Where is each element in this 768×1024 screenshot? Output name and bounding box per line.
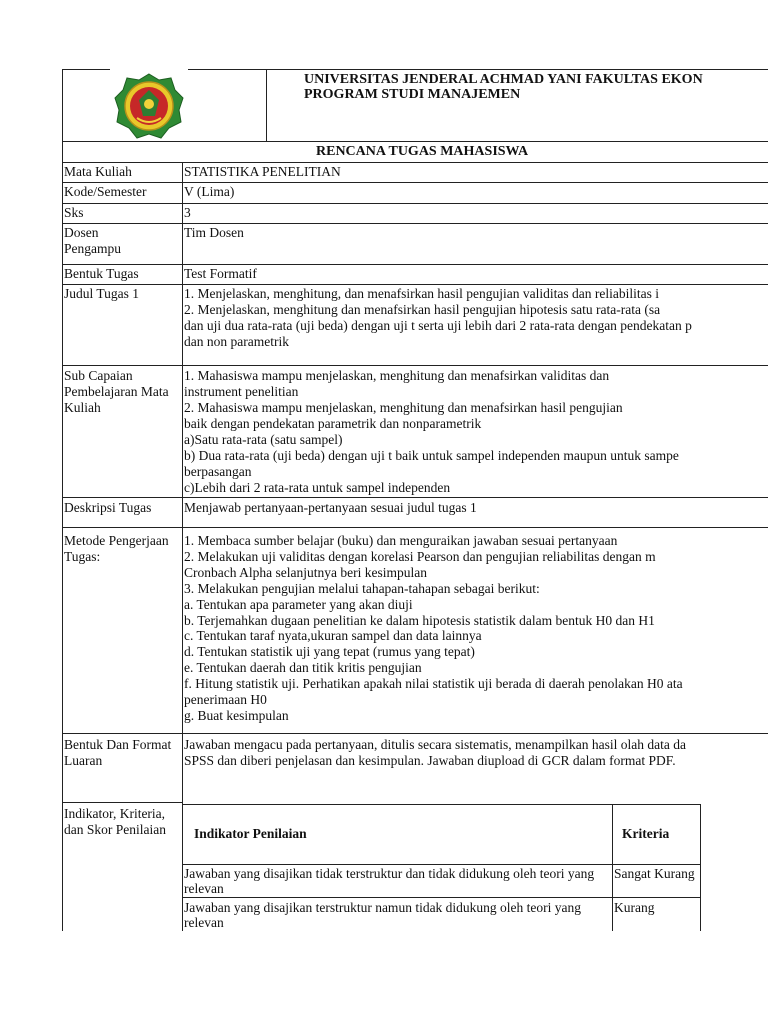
indikator-item-text: Jawaban yang disajikan tidak terstruktur dan tidak didukung oleh teori yang <box>184 866 595 881</box>
judul-tugas-line: dan uji dua rata-rata (uji beda) dengan uji t serta uji lebih dari 2 rata-rata dengan pendekatan p <box>184 318 692 333</box>
indikator-item-kriteria: Kurang <box>614 900 655 915</box>
indikator-column-header: Indikator Penilaian <box>194 826 307 841</box>
sub-capaian-line: berpasangan <box>184 464 252 479</box>
row-border <box>62 365 768 366</box>
metode-line: b. Terjemahkan dugaan penelitian ke dalam hipotesis statistik dalam bentuk H0 dan H1 <box>184 613 655 628</box>
indikator-item-text: relevan <box>184 881 224 896</box>
mata-kuliah-label: Mata Kuliah <box>64 164 132 179</box>
row-border <box>62 802 182 803</box>
inner-table-top <box>182 804 700 805</box>
deskripsi-value: Menjawab pertanyaan-pertanyaan sesuai judul tugas 1 <box>184 500 477 515</box>
metode-label: Metode Pengerjaan <box>64 533 169 548</box>
kode-semester-label: Kode/Semester <box>64 184 147 199</box>
row-border <box>62 203 768 204</box>
bentuk-format-label: Luaran <box>64 753 103 768</box>
sub-capaian-line: baik dengan pendekatan parametrik dan nonparametrik <box>184 416 482 431</box>
title-bottom-border <box>62 162 768 163</box>
metode-line: 3. Melakukan pengujian melalui tahapan-tahapan sebagai berikut: <box>184 581 540 596</box>
bentuk-format-line: Jawaban mengacu pada pertanyaan, ditulis secara sistematis, menampilkan hasil olah data da <box>184 737 686 752</box>
metode-line: Cronbach Alpha selanjutnya beri kesimpulan <box>184 565 427 580</box>
university-name: UNIVERSITAS JENDERAL ACHMAD YANI FAKULTAS EKON <box>304 72 703 87</box>
label-column-border <box>182 162 183 931</box>
row-border <box>62 733 768 734</box>
sub-capaian-line: c)Lebih dari 2 rata-rata untuk sampel independen <box>184 480 451 495</box>
indikator-label: dan Skor Penilaian <box>64 822 166 837</box>
judul-tugas-label: Judul Tugas 1 <box>64 286 140 301</box>
bentuk-tugas-label: Bentuk Tugas <box>64 266 139 281</box>
dosen-value: Tim Dosen <box>184 225 244 240</box>
metode-line: f. Hitung statistik uji. Perhatikan apakah nilai statistik uji berada di daerah penolakan H0 ata <box>184 676 683 691</box>
row-border <box>62 497 768 498</box>
inner-table-row-border <box>182 864 700 865</box>
inner-table-divider <box>612 804 613 931</box>
dosen-label: Dosen <box>64 225 99 240</box>
program-name: PROGRAM STUDI MANAJEMEN <box>304 87 521 102</box>
indikator-item-text: relevan <box>184 915 224 930</box>
university-logo <box>113 72 185 140</box>
judul-tugas-line: 1. Menjelaskan, menghitung, dan menafsirkan hasil pengujian validitas dan reliabilitas i <box>184 286 660 301</box>
mata-kuliah-value: STATISTIKA PENELITIAN <box>184 164 341 179</box>
metode-label: Tugas: <box>64 549 101 564</box>
row-border <box>62 182 768 183</box>
kode-semester-value: V (Lima) <box>184 184 235 199</box>
dosen-label-cont: Pengampu <box>64 241 121 256</box>
metode-line: 2. Melakukan uji validitas dengan korelasi Pearson dan pengujian reliabilitas dengan m <box>184 549 656 564</box>
indikator-item-kriteria: Sangat Kurang <box>614 866 695 881</box>
sub-capaian-line: b) Dua rata-rata (uji beda) dengan uji t baik untuk sampel independen maupun untuk sampe <box>184 448 679 463</box>
sub-capaian-line: instrument penelitian <box>184 384 299 399</box>
sub-capaian-line: a)Satu rata-rata (satu sampel) <box>184 432 343 447</box>
document-title: RENCANA TUGAS MAHASISWA <box>316 144 529 159</box>
deskripsi-label: Deskripsi Tugas <box>64 500 152 515</box>
bentuk-format-line: SPSS dan diberi penjelasan dan kesimpulan. Jawaban diupload di GCR dalam format PDF. <box>184 753 676 768</box>
row-border <box>62 284 768 285</box>
sub-capaian-label: Kuliah <box>64 400 101 415</box>
metode-line: penerimaan H0 <box>184 692 267 707</box>
metode-line: d. Tentukan statistik uji yang tepat (rumus yang tepat) <box>184 644 475 659</box>
sub-capaian-label: Sub Capaian <box>64 368 133 383</box>
row-border <box>62 223 768 224</box>
header-divider <box>266 69 267 141</box>
inner-table-right <box>700 804 701 931</box>
indikator-label: Indikator, Kriteria, <box>64 806 166 821</box>
header-top-border-left <box>62 69 110 70</box>
indikator-item-text: Jawaban yang disajikan terstruktur namun tidak didukung oleh teori yang <box>184 900 582 915</box>
row-border <box>62 527 768 528</box>
kriteria-column-header: Kriteria <box>622 826 670 841</box>
sub-capaian-label: Pembelajaran Mata <box>64 384 169 399</box>
bentuk-format-label: Bentuk Dan Format <box>64 737 172 752</box>
judul-tugas-line: dan non parametrik <box>184 334 289 349</box>
sks-value: 3 <box>184 205 191 220</box>
sub-capaian-line: 2. Mahasiswa mampu menjelaskan, menghitung dan menafsirkan hasil pengujian <box>184 400 623 415</box>
metode-line: 1. Membaca sumber belajar (buku) dan menguraikan jawaban sesuai pertanyaan <box>184 533 618 548</box>
metode-line: g. Buat kesimpulan <box>184 708 289 723</box>
metode-line: a. Tentukan apa parameter yang akan diuji <box>184 597 413 612</box>
sub-capaian-line: 1. Mahasiswa mampu menjelaskan, menghitung dan menafsirkan validitas dan <box>184 368 610 383</box>
row-border <box>62 264 768 265</box>
metode-line: c. Tentukan taraf nyata,ukuran sampel dan data lainnya <box>184 628 482 643</box>
header-bottom-border <box>62 141 768 142</box>
header-top-border-right <box>188 69 768 70</box>
judul-tugas-line: 2. Menjelaskan, menghitung dan menafsirkan hasil pengujian hipotesis satu rata-rata (sa <box>184 302 661 317</box>
bentuk-tugas-value: Test Formatif <box>184 266 257 281</box>
metode-line: e. Tentukan daerah dan titik kritis pengujian <box>184 660 422 675</box>
inner-table-row-border <box>182 897 700 898</box>
sks-label: Sks <box>64 205 84 220</box>
